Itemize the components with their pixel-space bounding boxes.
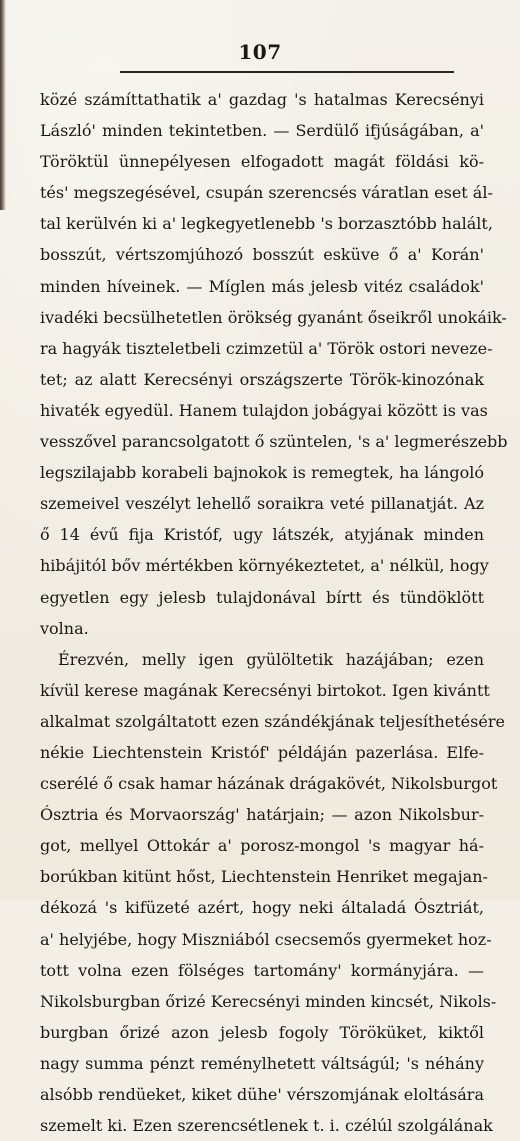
text-line: Nikolsburgban őrizé Kerecsényi minden kincsét, Nikols-	[40, 991, 497, 1011]
text-line: egyetlen egy jelesb tulajdonával bírtt és tündöklött	[40, 587, 484, 607]
text-line: bosszút, vértszomjúhozó bosszút esküve ő a' Korán'	[40, 245, 484, 265]
text-line: ra hagyák tiszteletbeli czimzetül a' Török ostori neveze-	[40, 338, 493, 358]
text-line: burgban őrizé azon jelesb fogoly Töröküket, kiktől	[40, 1022, 484, 1042]
text-line: nagy summa pénzt reménylhetett váltságúl; 's néhány	[40, 1053, 484, 1073]
text-line: hivaték egyedül. Hanem tulajdon jobágyai között is vas	[40, 400, 488, 420]
text-line: got, mellyel Ottokár a' porosz-mongol 's magyar há-	[40, 836, 484, 856]
page-number: 107	[238, 40, 282, 64]
text-line: alsóbb rendüeket, kiket dühe' vérszomjának eloltására	[40, 1085, 484, 1104]
text-line: minden híveinek. — Míglen más jelesb vitéz családok'	[40, 276, 484, 296]
text-line: dékozá 's kifüzeté azért, hogy neki általadá Ósztriát,	[40, 898, 484, 918]
text-line: volna.	[40, 618, 89, 638]
text-line: ivadéki becsülhetetlen örökség gyanánt őseikről unokáik-	[40, 307, 507, 327]
text-line: tott volna ezen fölséges tartomány' kormányjára. —	[40, 960, 484, 980]
text-line: hibájitól bőv mértékben környékeztetet, a' nélkül, hogy	[40, 556, 489, 576]
text-line: kívül kerese magának Kerecsényi birtokot. Igen kivántt	[40, 680, 490, 700]
text-line: ő 14 évű fija Kristóf, ugy látszék, atyjának minden	[40, 525, 484, 545]
text-line: közé számíttathatik a' gazdag 's hatalmas Kerecsényi	[40, 90, 484, 109]
text-line: nékie Liechtenstein Kristóf' példáján pazerlása. Elfe-	[40, 742, 484, 762]
text-line: tés' megszegésével, csupán szerencsés váratlan eset ál-	[40, 183, 493, 203]
text-line: Érezvén, melly igen gyülöltetik hazájában; ezen	[58, 649, 484, 669]
body-text	[40, 84, 508, 1141]
text-line: cserélé ő csak hamar házának drágakövét, Nikolsburgot	[40, 774, 498, 794]
text-line: alkalmat szolgáltatott ezen szándékjának teljesíthetésére	[40, 711, 505, 731]
page-edge-shadow	[0, 0, 6, 210]
header-rule	[120, 71, 454, 73]
text-line: borúkban kitünt hőst, Liechtenstein Henriket megajan-	[40, 867, 488, 887]
text-line: László' minden tekintetben. — Serdülő ifjúságában, a'	[40, 121, 484, 141]
text-line: legszilajabb korabeli bajnokok is remegtek, ha lángoló	[40, 463, 484, 483]
text-line: tal kerülvén ki a' legkegyetlenebb 's borzasztóbb halált,	[40, 214, 493, 234]
text-line: Töröktül ünnepélyesen elfogadott magát földási kö-	[40, 152, 484, 172]
text-line: a' helyjébe, hogy Miszniából csecsemős gyermeket hoz-	[40, 929, 492, 949]
text-line: vesszővel parancsolgatott ő szüntelen, 's a' legmerészebb	[40, 432, 508, 452]
text-line: tet; az alatt Kerecsényi országszerte Török-kinozónak	[40, 369, 484, 389]
text-line: szemelt ki. Ezen szerencsétlenek t. i. czélúl szolgálának	[40, 1116, 493, 1136]
text-line: szemeivel veszélyt lehellő soraikra veté pillanatját. Az	[40, 494, 484, 514]
text-line: Ósztria és Morvaország' határjain; — azon Nikolsbur-	[40, 805, 484, 825]
